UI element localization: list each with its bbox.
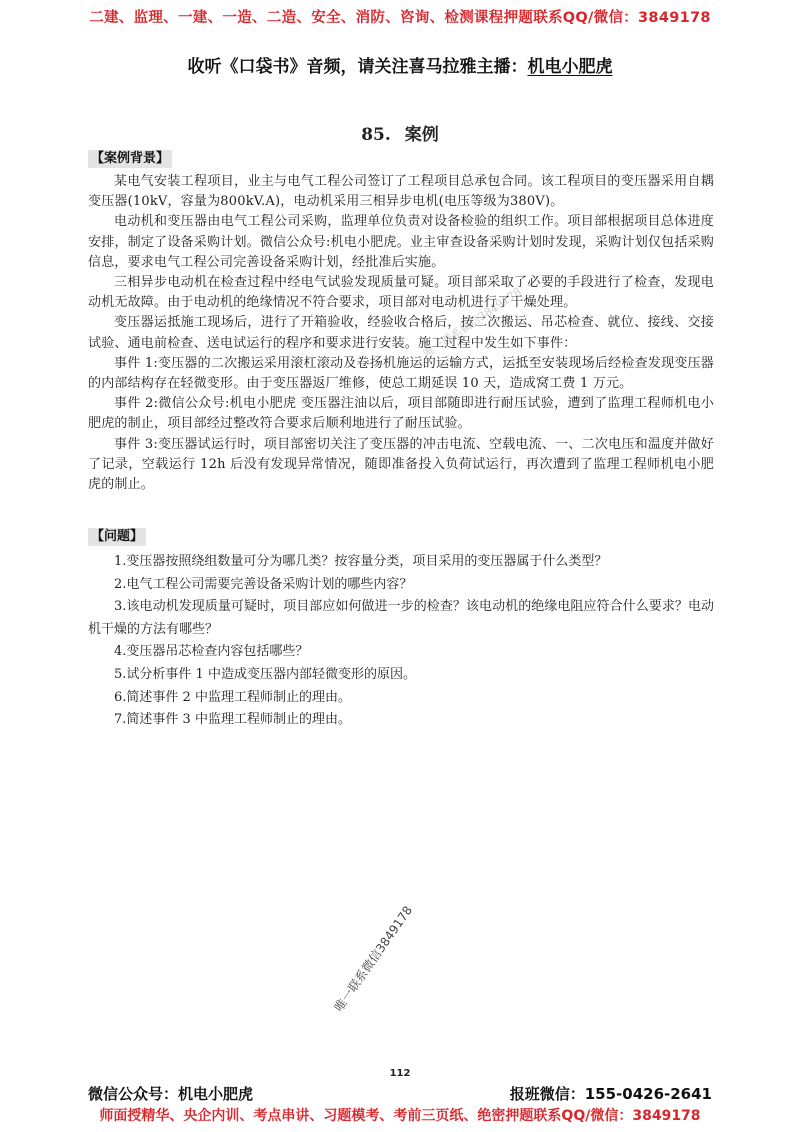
background-paragraph: 某电气安装工程项目，业主与电气工程公司签订了工程项目总承包合同。该工程项目的变压器采用自耦变压器(10kV，容量为800kV.A)，电动机采用三相异步电机(电压等级为380V)。	[88, 174, 714, 210]
case-number: 85.	[361, 125, 391, 145]
questions-section-label: 【问题】	[88, 528, 146, 546]
footer-wechat-account: 微信公众号：机电小肥虎	[88, 1085, 254, 1103]
audio-notice-prefix: 收听《口袋书》音频，请关注喜马拉雅主播：	[187, 57, 528, 77]
bottom-promo-banner: 师面授精华、央企内训、考点串讲、习题模考、考前三页纸、绝密押题联系QQ/微信：3849178	[99, 1108, 701, 1124]
question-item: 3.该电动机发现质量可疑时，项目部应如何做进一步的检查？该电动机的绝缘电阻应符合什么要求？电动机干燥的方法有哪些？	[88, 599, 714, 637]
event-3-paragraph: 事件 3:变压器试运行时，项目部密切关注了变压器的冲击电流、空载电流、一、二次电压和温度并做好了记录，空载运行 12h 后没有发现异常情况，随即准备投入负荷试运行，再次遭到了监理工程师机电小肥虎的制止。	[88, 436, 714, 493]
questions-list	[88, 551, 714, 732]
question-item: 4.变压器吊芯检查内容包括哪些？	[114, 644, 309, 660]
question-item: 7.简述事件 3 中监理工程师制止的理由。	[114, 712, 351, 728]
background-text	[88, 172, 714, 495]
page-number: 112	[389, 1068, 411, 1079]
event-1-paragraph: 事件 1:变压器的二次搬运采用滚杠滚动及卷扬机施运的运输方式，运抵至安装现场后经检查发现变压器的内部结构存在轻微变形。由于变压器返厂维修，使总工期延误 10 天，造成窝工费 1 万元。	[88, 355, 714, 392]
background-paragraph: 变压器运抵施工现场后，进行了开箱验收，经验收合格后，按二次搬运、吊芯检查、就位、接线、交接试验、通电前检查、送电试运行的程序和要求进行安装。施工过程中发生如下事件：	[88, 315, 714, 351]
question-item: 5.试分析事件 1 中造成变压器内部轻微变形的原因。	[114, 666, 416, 682]
event-2-paragraph: 事件 2:微信公众号:机电小肥虎 变压器注油以后，项目部随即进行耐压试验，遭到了监理工程师机电小肥虎的制止，项目部经过整改符合要求后顺利地进行了耐压试验。	[88, 396, 714, 432]
background-paragraph: 三相异步电动机在检查过程中经电气试验发现质量可疑。项目部采取了必要的手段进行了检查，发现电动机无故障。由于电动机的绝缘情况不符合要求，项目部对电动机进行了干燥处理。	[88, 275, 714, 311]
background-paragraph: 电动机和变压器由电气工程公司采购，监理单位负责对设备检验的组织工作。项目部根据项目总体进度安排，制定了设备采购计划。微信公众号:机电小肥虎。业主审查设备采购计划时发现，采购计划仅包括采购信息，要求电气工程公司完善设备采购计划，经批准后实施。	[88, 214, 714, 270]
question-item: 6.简述事件 2 中监理工程师制止的理由。	[114, 689, 351, 705]
question-item: 1.变压器按照绕组数量可分为哪几类？按容量分类，项目采用的变压器属于什么类型？	[114, 554, 608, 569]
diagonal-watermark: 唯一联系微信3849178	[331, 903, 416, 1015]
case-heading	[0, 120, 800, 145]
question-item: 2.电气工程公司需要完善设备采购计划的哪些内容？	[114, 576, 413, 592]
audio-notice	[0, 52, 800, 77]
footer-enroll-contact: 报班微信：155-0426-2641	[509, 1085, 712, 1103]
background-section-label: 【案例背景】	[88, 150, 172, 168]
top-promo-banner: 二建、监理、一建、一造、二造、安全、消防、咨询、检测课程押题联系QQ/微信：3849178	[89, 10, 711, 26]
faint-watermark: 唯一联系微信3849178	[421, 285, 524, 361]
case-title: 案例	[404, 125, 439, 145]
host-name-link: 机电小肥虎	[527, 57, 613, 77]
